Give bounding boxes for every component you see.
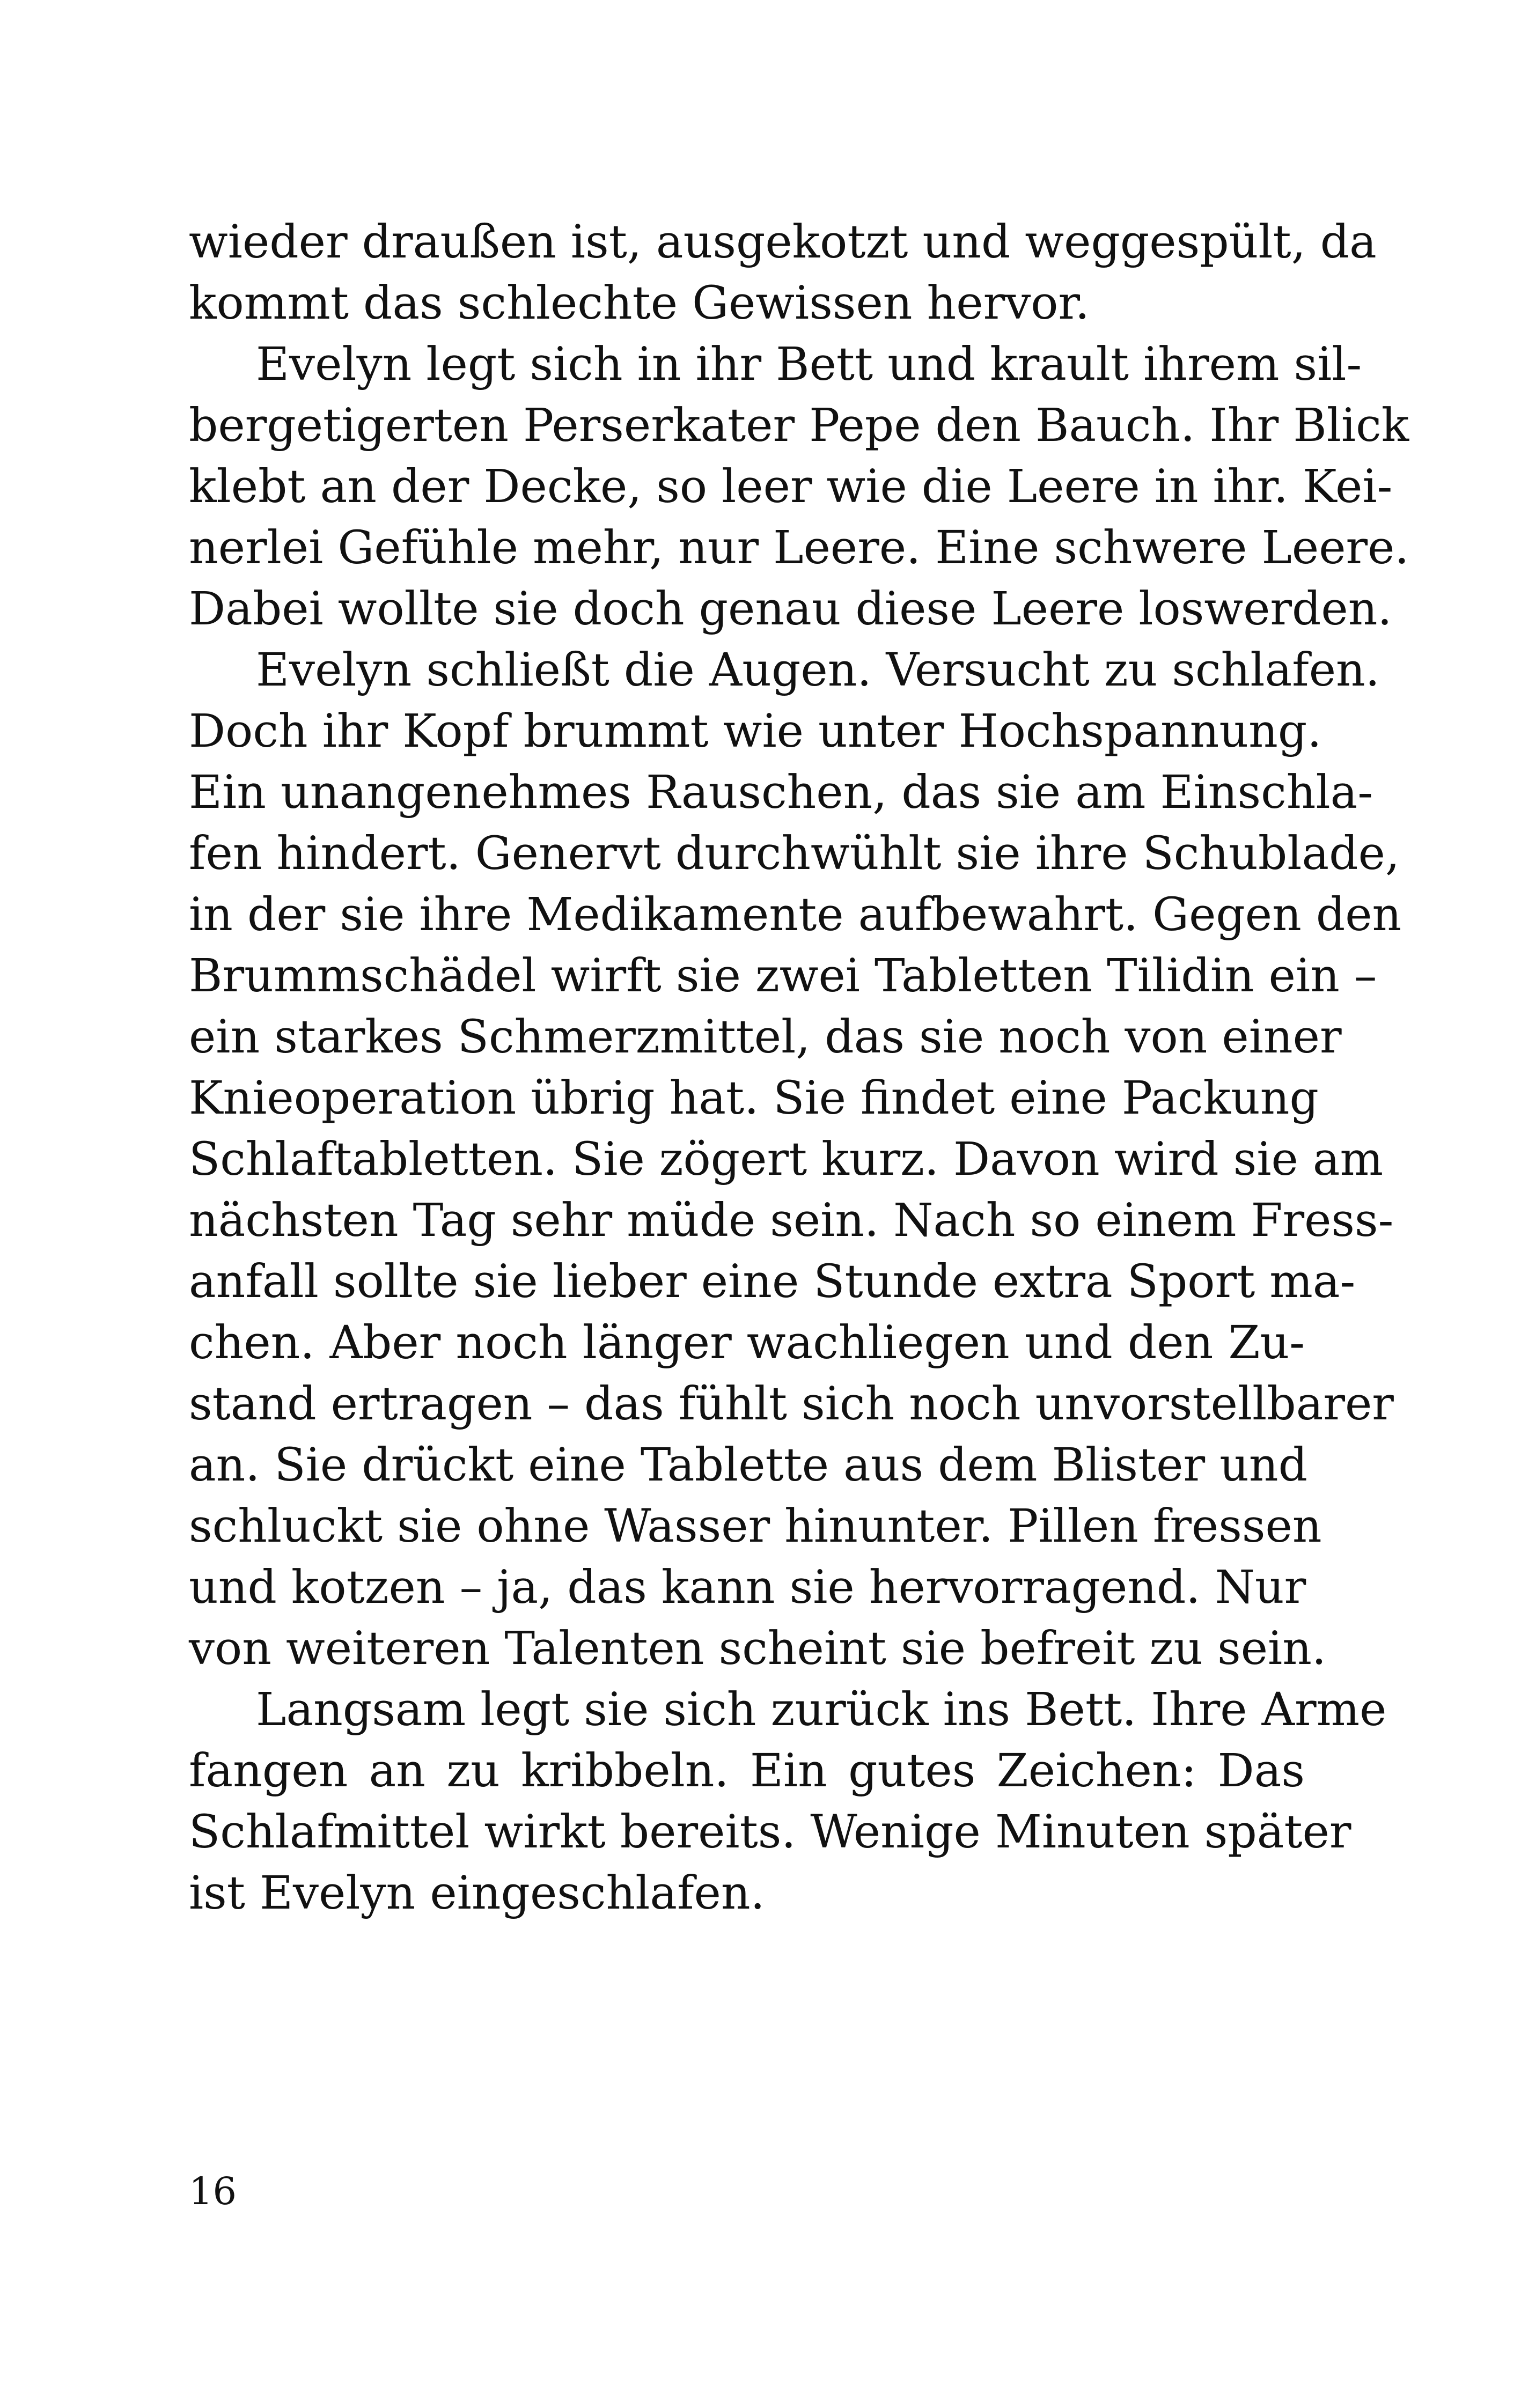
paragraph-first-line: Langsam legt sie sich zurück ins Bett. Ihre Arme xyxy=(256,1683,1387,1736)
text-line: ein starkes Schmerzmittel, das sie noch von einer xyxy=(189,1011,1342,1064)
text-line: nerlei Gefühle mehr, nur Leere. Eine schwere Leere. xyxy=(189,521,1409,575)
text-line: Schlafmittel wirkt bereits. Wenige Minuten später xyxy=(189,1806,1351,1859)
text-line: chen. Aber noch länger wachliegen und den Zu- xyxy=(189,1316,1305,1369)
text-line: von weiteren Talenten scheint sie befreit zu sein. xyxy=(189,1622,1326,1675)
text-line: Brummschädel wirft sie zwei Tabletten Tilidin ein – xyxy=(189,949,1377,1003)
text-line: fangen an zu kribbeln. Ein gutes Zeichen: Das xyxy=(189,1744,1305,1798)
text-line: kommt das schlechte Gewissen hervor. xyxy=(189,277,1090,330)
text-line: fen hindert. Genervt durchwühlt sie ihre Schublade, xyxy=(189,827,1400,880)
text-line: wieder draußen ist, ausgekotzt und weggespült, da xyxy=(189,216,1377,269)
text-line: Ein unangenehmes Rauschen, das sie am Einschla- xyxy=(189,766,1373,819)
text-line: anfall sollte sie lieber eine Stunde extra Sport ma- xyxy=(189,1255,1356,1308)
text-line: nächsten Tag sehr müde sein. Nach so einem Fress- xyxy=(189,1194,1394,1247)
paragraph-first-line: Evelyn legt sich in ihr Bett und krault ihrem sil- xyxy=(256,338,1362,391)
paragraph-first-line: Evelyn schließt die Augen. Versucht zu schlafen. xyxy=(256,644,1380,697)
text-line: schluckt sie ohne Wasser hinunter. Pillen fressen xyxy=(189,1500,1322,1553)
text-line: stand ertragen – das fühlt sich noch unvorstellbarer xyxy=(189,1378,1394,1431)
text-line: an. Sie drückt eine Tablette aus dem Blister und xyxy=(189,1439,1307,1492)
text-line: in der sie ihre Medikamente aufbewahrt. Gegen den xyxy=(189,888,1402,941)
page-number: 16 xyxy=(189,2169,237,2213)
text-line: Schlaftabletten. Sie zögert kurz. Davon wird sie am xyxy=(189,1133,1384,1186)
text-line: bergetigerten Perserkater Pepe den Bauch. Ihr Blick xyxy=(189,399,1409,452)
text-line: Dabei wollte sie doch genau diese Leere loswerden. xyxy=(189,583,1392,636)
text-line: Knieoperation übrig hat. Sie findet eine Packung xyxy=(189,1072,1319,1125)
text-line: und kotzen – ja, das kann sie hervorragend. Nur xyxy=(189,1561,1306,1614)
text-line: ist Evelyn eingeschlafen. xyxy=(189,1867,765,1920)
body-text xyxy=(189,212,1409,1924)
text-line: Doch ihr Kopf brummt wie unter Hochspannung. xyxy=(189,705,1322,758)
text-line: klebt an der Decke, so leer wie die Leere in ihr. Kei- xyxy=(189,460,1393,513)
